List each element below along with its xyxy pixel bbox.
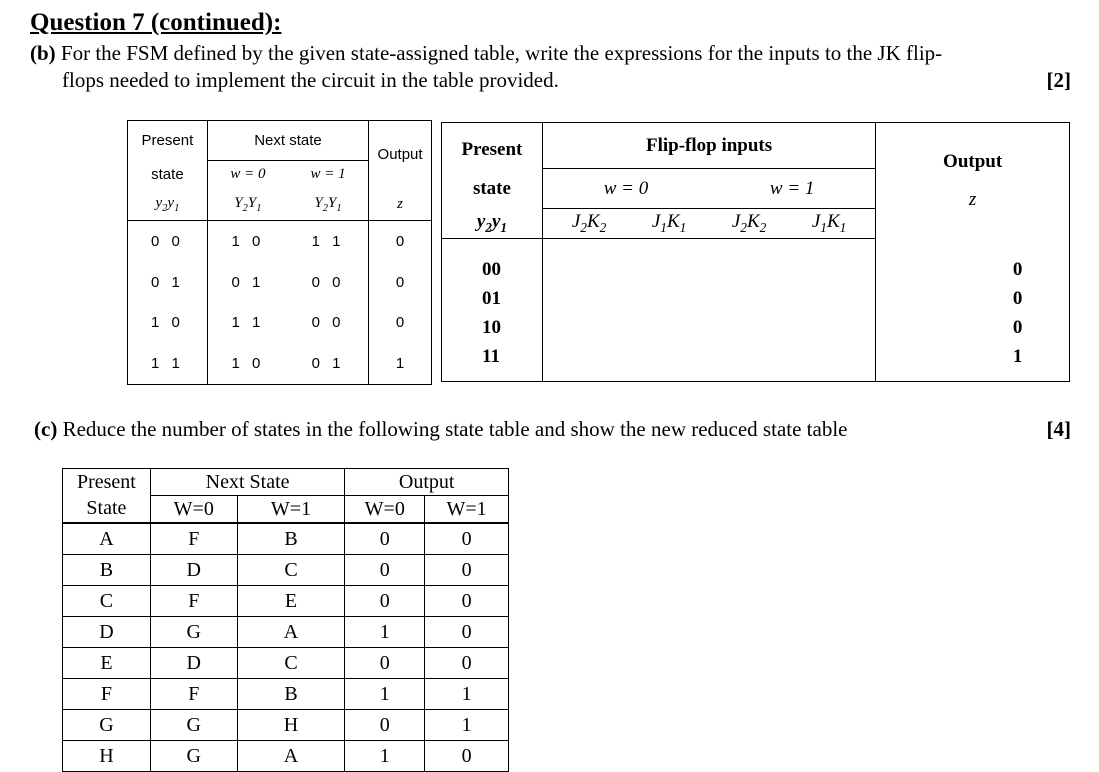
part-b-text-1: For the FSM defined by the given state-assigned table, write the expressions for the inputs to the JK flip- [60, 41, 943, 65]
t3-next-state-header: Next State [150, 469, 344, 496]
t2-output-header-cell [876, 123, 1070, 239]
t1-next-w0-cell: 1 1 [207, 302, 288, 342]
t3-out-w0-cell: 0 [345, 586, 425, 617]
t2-output-cell: 0 [1012, 258, 1023, 280]
t1-next-w1-cell: 0 0 [311, 314, 345, 332]
table-row [63, 523, 509, 555]
table-row [63, 679, 509, 710]
t3-next-w0-cell: F [150, 523, 237, 555]
t3-next-w0-cell: G [150, 617, 237, 648]
t3-output-header: Output [345, 469, 509, 496]
table-row [63, 617, 509, 648]
part-c-line [34, 416, 847, 442]
t2-w0-header: w = 0 [542, 169, 709, 209]
t3-state-cell: E [63, 648, 151, 679]
t3-next-w0-header: W=0 [150, 496, 237, 524]
table-row [63, 710, 509, 741]
t3-out-w1-cell: 1 [425, 679, 509, 710]
state-assigned-table [127, 120, 432, 385]
t2-output-header: Output [943, 150, 1003, 172]
t1-next-state-header: Next state [207, 121, 368, 161]
t2-jk-label: $J_2K_2$ [731, 211, 767, 235]
t2-state-cell: 00 [482, 259, 501, 280]
t3-state-cell: F [63, 679, 151, 710]
t2-jk-label: $J_2K_2$ [571, 211, 607, 235]
flip-flop-inputs-table [441, 122, 1070, 382]
t3-next-w0-cell: F [150, 679, 237, 710]
t3-state-cell: A [63, 523, 151, 555]
table-row [63, 648, 509, 679]
table-row [128, 221, 432, 263]
table-row [63, 741, 509, 772]
t2-jk-header-row [542, 209, 875, 239]
t2-z-header: z [968, 188, 977, 210]
t3-out-w1-cell: 0 [425, 523, 509, 555]
t2-state-cell: 11 [482, 346, 500, 367]
t1-next-w1-cell: 0 0 [311, 273, 345, 291]
t1-w1-header: w = 1 [310, 166, 346, 183]
t1-state-cell: 1 0 [150, 314, 184, 332]
t2-output-cell: 0 [1012, 316, 1023, 338]
t1-state-cell: 0 0 [150, 233, 184, 251]
t1-output-cell: 0 [369, 221, 432, 263]
t2-output-cell: 0 [1012, 287, 1023, 309]
t2-output-cell: 1 [1012, 345, 1023, 367]
t1-next-w0-cell: 1 0 [207, 221, 288, 263]
t3-out-w0-cell: 0 [345, 648, 425, 679]
t1-output-cell: 1 [369, 343, 432, 385]
t3-out-w0-cell: 0 [345, 710, 425, 741]
t1-w0-header: w = 0 [207, 161, 288, 189]
t1-next-w0-cell: 0 1 [207, 262, 288, 302]
t3-out-w1-cell: 0 [425, 555, 509, 586]
t3-out-w1-cell: 0 [425, 741, 509, 772]
t3-next-w1-cell: A [237, 741, 345, 772]
t3-out-w0-cell: 1 [345, 741, 425, 772]
t1-state-cell: 1 1 [150, 354, 184, 372]
t2-jk-label: $J_1K_1$ [651, 211, 687, 235]
t3-state-cell: D [63, 617, 151, 648]
t3-next-w1-cell: B [237, 679, 345, 710]
t2-jk-label: $J_1K_1$ [811, 211, 847, 235]
part-b-line-2: flops needed to implement the circuit in the table provided. [62, 68, 559, 92]
table-row [128, 302, 432, 342]
t1-z-header: z [369, 189, 432, 221]
t3-out-w0-cell: 0 [345, 555, 425, 586]
t1-next-w0-cell: 1 0 [207, 343, 288, 385]
t2-present-header: Present [461, 138, 523, 160]
t3-state-cell: B [63, 555, 151, 586]
t3-out-w0-header: W=0 [345, 496, 425, 524]
t2-answer-area[interactable] [542, 239, 875, 382]
t2-state-column [442, 239, 543, 382]
question-heading: Question 7 (continued): [30, 9, 282, 36]
t2-w1-header: w = 1 [769, 177, 815, 199]
t3-out-w1-header: W=1 [425, 496, 509, 524]
t3-next-w0-cell: D [150, 648, 237, 679]
t3-next-w1-cell: C [237, 648, 345, 679]
t3-out-w1-cell: 0 [425, 617, 509, 648]
t3-out-w0-cell: 1 [345, 679, 425, 710]
t3-out-w0-cell: 0 [345, 523, 425, 555]
t3-next-w0-cell: G [150, 710, 237, 741]
t3-next-w1-cell: E [237, 586, 345, 617]
t3-next-w1-cell: A [237, 617, 345, 648]
t1-next-w1-cell: 1 1 [311, 233, 345, 251]
part-c-text: Reduce the number of states in the following state table and show the new reduced state table [62, 417, 848, 441]
table-row [128, 343, 432, 385]
t3-next-w1-cell: H [237, 710, 345, 741]
t3-next-w0-cell: F [150, 586, 237, 617]
t1-output-header: Output [369, 121, 432, 189]
t2-output-column [876, 239, 1070, 382]
t1-Y2Y1-header-w0: $Y_2Y_1$ [207, 189, 288, 221]
t3-present-header: Present [63, 469, 151, 496]
t1-output-cell: 0 [369, 302, 432, 342]
t3-out-w1-cell: 0 [425, 648, 509, 679]
table-row [63, 555, 509, 586]
table-row [63, 586, 509, 617]
t2-state-cell: 01 [482, 288, 501, 309]
t1-next-w1-cell: 0 1 [311, 354, 345, 372]
t3-next-w0-cell: G [150, 741, 237, 772]
t3-state-cell: C [63, 586, 151, 617]
t2-y2y1-header: $y_2y_1$ [442, 209, 543, 239]
t3-out-w1-cell: 1 [425, 710, 509, 741]
t2-state-header: state [472, 177, 511, 199]
t3-next-w0-cell: D [150, 555, 237, 586]
t2-state-cell: 10 [482, 317, 501, 338]
t1-y2y1-header: $y_2y_1$ [128, 189, 208, 221]
t1-state-cell: 0 1 [150, 273, 184, 291]
t3-next-w1-cell: B [237, 523, 345, 555]
t1-output-cell: 0 [369, 262, 432, 302]
part-b-marks: [2] [1046, 68, 1071, 92]
t1-Y2Y1-header-w1: $Y_2Y_1$ [288, 189, 369, 221]
part-c-marks: [4] [1046, 417, 1071, 441]
t3-state-cell: G [63, 710, 151, 741]
t2-flip-flop-inputs-header: Flip-flop inputs [542, 123, 875, 169]
t1-present-header: Present [141, 132, 194, 150]
t3-out-w0-cell: 1 [345, 617, 425, 648]
t3-out-w1-cell: 0 [425, 586, 509, 617]
t3-state-cell: H [63, 741, 151, 772]
table-row [128, 262, 432, 302]
part-c-label: (c) [34, 417, 58, 441]
part-b-label: (b) [30, 41, 56, 65]
t3-next-w1-cell: C [237, 555, 345, 586]
t3-next-w1-header: W=1 [237, 496, 345, 524]
part-b-line-1 [30, 40, 942, 66]
t1-state-header: state [151, 166, 184, 183]
state-table [62, 468, 509, 772]
t3-state-header: State [63, 496, 151, 524]
